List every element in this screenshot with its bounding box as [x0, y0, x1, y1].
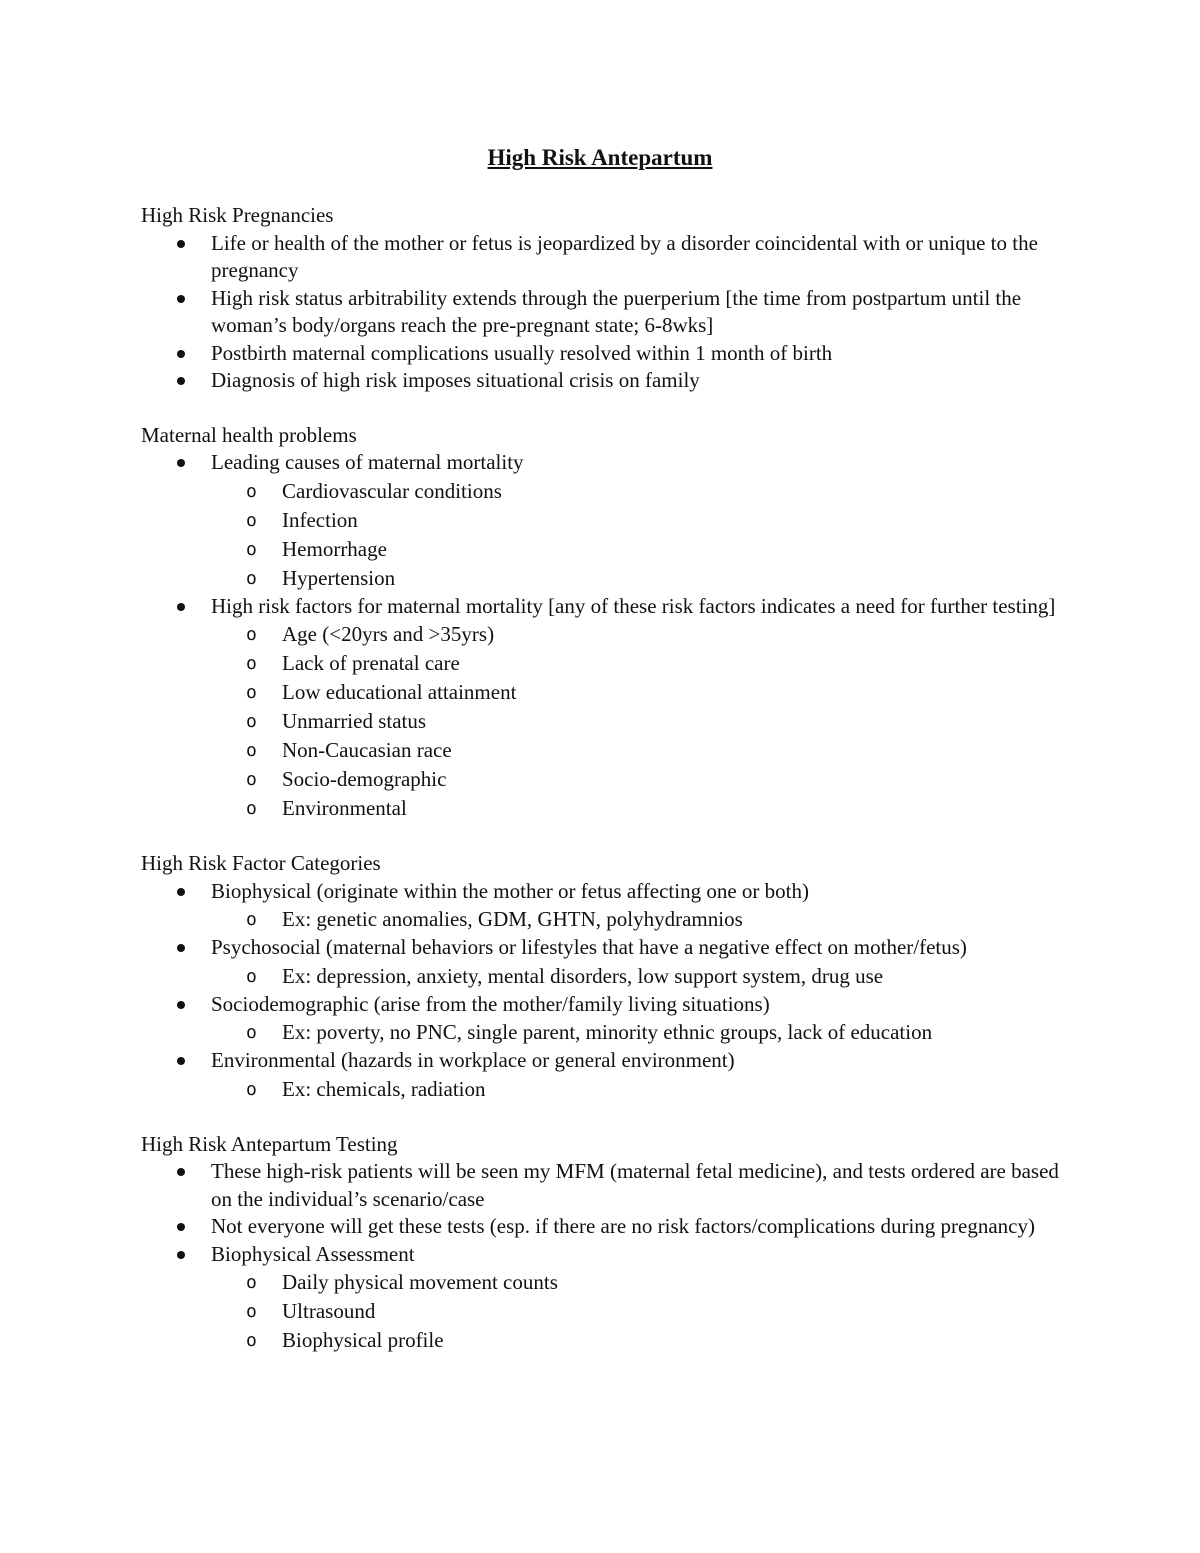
bullet-item: [141, 1158, 1081, 1213]
bullet-list: [141, 878, 1081, 1104]
bullet-text: Leading causes of maternal mortality: [211, 450, 524, 474]
sub-bullet-item: o Hypertension: [211, 564, 1081, 593]
bullet-item: [141, 449, 1081, 593]
bullet-item: [141, 285, 1081, 340]
document-body: [141, 202, 1081, 1382]
bullet-text: High risk status arbitrability extends through the puerperium [the time from postpartum until the woman’s body/organs reach the pre-pregnant state; 6-8wks]: [211, 285, 1022, 337]
bullet-list: [141, 230, 1081, 395]
bullet-item: [141, 340, 1081, 368]
bullet-item: [141, 934, 1081, 991]
section-heading: High Risk Factor Categories: [141, 851, 381, 875]
section-heading: High Risk Antepartum Testing: [141, 1131, 398, 1156]
bullet-text: Biophysical (originate within the mother or fetus affecting one or both): [211, 878, 809, 903]
section: [141, 850, 1081, 1104]
bullet-item: [141, 367, 1081, 395]
bullet-text: Life or health of the mother or fetus is jeopardized by a disorder coincidental with or unique to the pregnancy: [211, 230, 1038, 282]
bullet-text: Not everyone will get these tests (esp. if there are no risk factors/complications during pregnancy): [211, 1214, 1035, 1238]
sub-bullet-item: o Unmarried status: [211, 707, 1081, 736]
bullet-text: Diagnosis of high risk imposes situational crisis on family: [211, 368, 700, 392]
sub-bullet-item: o Socio-demographic: [211, 765, 1081, 794]
section: [141, 202, 1081, 395]
bullet-item: [141, 1047, 1081, 1104]
section-heading: High Risk Pregnancies: [141, 203, 334, 227]
document-title: High Risk Antepartum: [487, 145, 713, 170]
bullet-list: [141, 449, 1081, 823]
sub-bullet-list: [211, 1268, 1081, 1355]
sub-bullet-list: [211, 1075, 1081, 1104]
sub-bullet-item: o Environmental: [211, 794, 1081, 823]
sub-bullet-list: [211, 620, 1081, 823]
sub-bullet-list: [211, 962, 1081, 991]
sub-bullet-item: o Hemorrhage: [211, 535, 1081, 564]
sub-bullet-item: o Ex: poverty, no PNC, single parent, minority ethnic groups, lack of education: [211, 1018, 1081, 1047]
bullet-text: Postbirth maternal complications usually resolved within 1 month of birth: [211, 340, 833, 365]
sub-bullet-item: o Age (<20yrs and >35yrs): [211, 620, 1081, 649]
bullet-text: High risk factors for maternal mortality [any of these risk factors indicates a need for further testing]: [211, 593, 1056, 618]
sub-bullet-item: o Ultrasound: [211, 1297, 1081, 1326]
sub-bullet-item: o Biophysical profile: [211, 1326, 1081, 1355]
bullet-text: Sociodemographic (arise from the mother/family living situations): [211, 991, 770, 1016]
sub-bullet-list: [211, 477, 1081, 593]
sub-bullet-item: o Low educational attainment: [211, 678, 1081, 707]
sub-bullet-item: o Ex: depression, anxiety, mental disorders, low support system, drug use: [211, 962, 1081, 991]
bullet-text: Biophysical Assessment: [211, 1241, 415, 1266]
bullet-text: Psychosocial (maternal behaviors or lifestyles that have a negative effect on mother/fetus): [211, 935, 967, 959]
sub-bullet-item: o Lack of prenatal care: [211, 649, 1081, 678]
bullet-item: [141, 230, 1081, 285]
section: [141, 422, 1081, 824]
bullet-text: These high-risk patients will be seen my MFM (maternal fetal medicine), and tests ordered are based on the individual’s scenario/case: [211, 1159, 1059, 1211]
sub-bullet-item: o Daily physical movement counts: [211, 1268, 1081, 1297]
sub-bullet-list: [211, 905, 1081, 934]
bullet-item: [141, 991, 1081, 1048]
bullet-list: [141, 1158, 1081, 1355]
bullet-item: [141, 593, 1081, 824]
bullet-text: Environmental (hazards in workplace or general environment): [211, 1048, 735, 1072]
section-heading: Maternal health problems: [141, 422, 357, 447]
sub-bullet-list: [211, 1018, 1081, 1047]
bullet-item: [141, 878, 1081, 935]
sub-bullet-item: o Ex: genetic anomalies, GDM, GHTN, polyhydramnios: [211, 905, 1081, 934]
sub-bullet-item: o Non-Caucasian race: [211, 736, 1081, 765]
sub-bullet-item: o Infection: [211, 506, 1081, 535]
bullet-item: [141, 1213, 1081, 1241]
bullet-item: [141, 1241, 1081, 1356]
section: [141, 1131, 1081, 1356]
sub-bullet-item: o Ex: chemicals, radiation: [211, 1075, 1081, 1104]
sub-bullet-item: o Cardiovascular conditions: [211, 477, 1081, 506]
